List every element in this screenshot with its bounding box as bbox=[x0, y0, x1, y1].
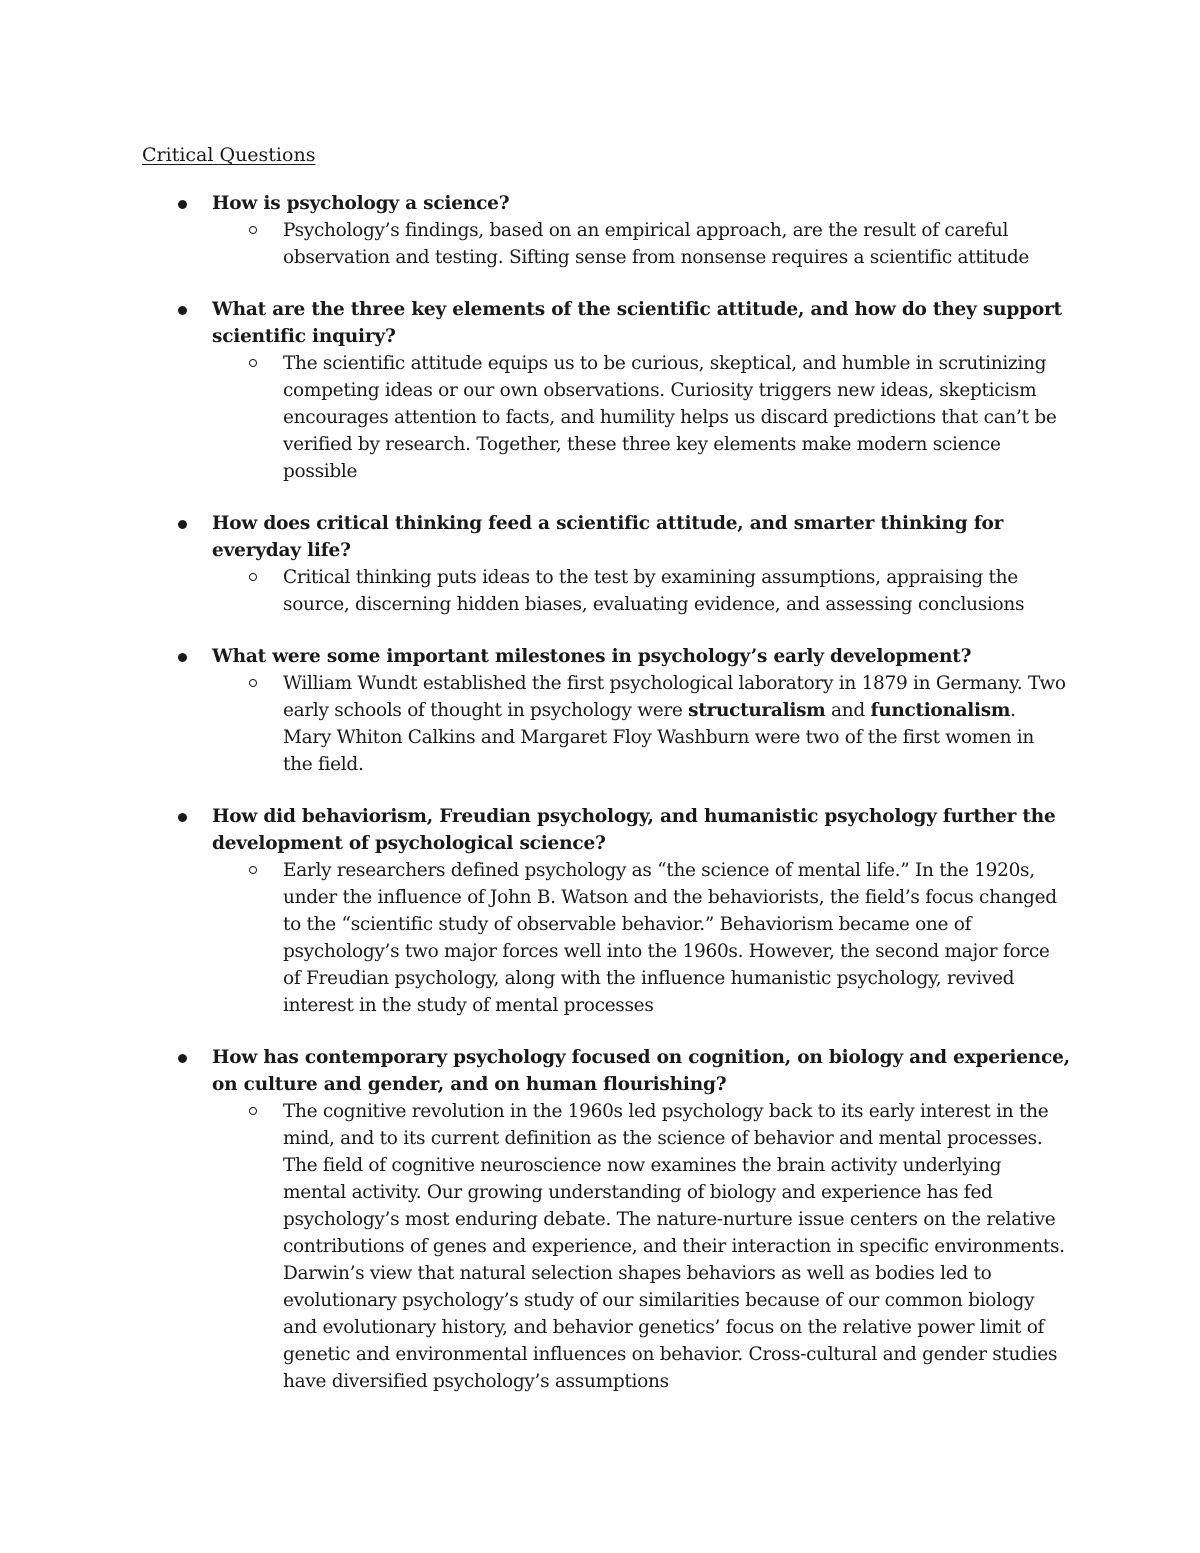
document-title: Critical Questions bbox=[142, 144, 316, 166]
question-text: What were some important milestones in psychology’s early development? bbox=[212, 646, 972, 667]
term-structuralism: structuralism bbox=[688, 700, 826, 721]
hollow-bullet-icon bbox=[249, 679, 257, 687]
answer-text: Psychology’s findings, based on an empirical approach, are the result of careful observation and testing. Sifting sense from nonsense requires a scientific attitude bbox=[283, 220, 1030, 268]
answer-item bbox=[0, 670, 1200, 778]
filled-bullet-icon bbox=[178, 306, 187, 315]
answer-text: Early researchers defined psychology as “the science of mental life.” In the 1920s, under the influence of John B. Watson and the behaviorists, the field’s focus changed to the “scientific study of observable behavior.” Behaviorism became one of psychology’s two major forces well into the 1960s. However, the second major force of Freudian psychology, along with the influence humanistic psychology, revived interest in the study of mental processes bbox=[283, 860, 1057, 1016]
question-item bbox=[0, 1044, 1200, 1395]
hollow-bullet-icon bbox=[249, 226, 257, 234]
question-text: How is psychology a science? bbox=[212, 193, 510, 214]
answer-text: The cognitive revolution in the 1960s led psychology back to its early interest in the mind, and to its current definition as the science of behavior and mental processes. The field of cognitive neuroscience now examines the brain activity underlying mental activity. Our growing understanding of biology and experience has fed psychology’s most enduring debate. The nature-nurture issue centers on the relative contributions of genes and experience, and their interaction in specific environments. Darwin’s view that natural selection shapes behaviors as well as bodies led to evolutionary psychology’s study of our similarities because of our common biology and evolutionary history, and behavior genetics’ focus on the relative power limit of genetic and environmental influences on behavior. Cross-cultural and gender studies have diversified psychology’s assumptions bbox=[283, 1101, 1065, 1392]
question-item bbox=[0, 190, 1200, 271]
question-text: How did behaviorism, Freudian psychology, and humanistic psychology further the development of psychological science? bbox=[212, 806, 1056, 854]
hollow-bullet-icon bbox=[249, 359, 257, 367]
answer-text: The scientific attitude equips us to be curious, skeptical, and humble in scrutinizing competing ideas or our own observations. Curiosity triggers new ideas, skepticism encourages attention to facts, and humility helps us discard predictions that can’t be verified by research. Together, these three key elements make modern science possible bbox=[283, 353, 1057, 482]
answer-item bbox=[0, 217, 1200, 271]
answer-item bbox=[0, 1098, 1200, 1395]
hollow-bullet-icon bbox=[249, 866, 257, 874]
term-functionalism: functionalism bbox=[870, 700, 1011, 721]
answer-text-segment: William Wundt established the first psychological laboratory in 1879 in Germany. Two early schools of thought in psychology were bbox=[283, 673, 1066, 721]
answer-text-segment: and bbox=[825, 700, 871, 721]
answer-text bbox=[283, 670, 1068, 778]
question-list bbox=[0, 190, 1200, 1420]
question-item bbox=[0, 643, 1200, 778]
filled-bullet-icon bbox=[178, 520, 187, 529]
filled-bullet-icon bbox=[178, 1054, 187, 1063]
answer-item bbox=[0, 857, 1200, 1019]
filled-bullet-icon bbox=[178, 653, 187, 662]
answer-item bbox=[0, 350, 1200, 485]
answer-text: Critical thinking puts ideas to the test by examining assumptions, appraising the source, discerning hidden biases, evaluating evidence, and assessing conclusions bbox=[283, 567, 1025, 615]
hollow-bullet-icon bbox=[249, 1107, 257, 1115]
answer-item bbox=[0, 564, 1200, 618]
question-item bbox=[0, 510, 1200, 618]
hollow-bullet-icon bbox=[249, 573, 257, 581]
question-item bbox=[0, 296, 1200, 485]
answer-text-segment: . Mary Whiton Calkins and Margaret Floy Washburn were two of the first women in the field. bbox=[283, 700, 1035, 775]
question-item bbox=[0, 803, 1200, 1019]
question-text: How has contemporary psychology focused on cognition, on biology and experience, on culture and gender, and on human flourishing? bbox=[212, 1047, 1070, 1095]
filled-bullet-icon bbox=[178, 200, 187, 209]
question-text: What are the three key elements of the scientific attitude, and how do they support scientific inquiry? bbox=[212, 299, 1062, 347]
question-text: How does critical thinking feed a scientific attitude, and smarter thinking for everyday life? bbox=[212, 513, 1004, 561]
filled-bullet-icon bbox=[178, 813, 187, 822]
